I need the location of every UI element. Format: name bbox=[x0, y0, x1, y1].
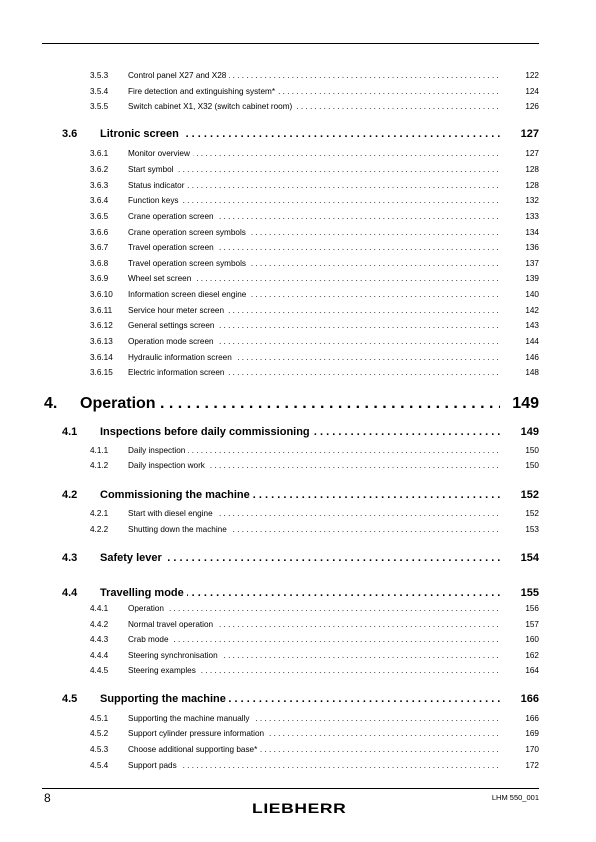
toc-entry[interactable] bbox=[0, 524, 596, 536]
toc-entry-title-text: Commissioning the machine bbox=[100, 489, 253, 501]
toc-entry-title-text: Information screen diesel engine bbox=[128, 290, 249, 299]
toc-entry-number: 4.5.2 bbox=[90, 729, 109, 738]
toc-entry-title bbox=[128, 86, 501, 98]
toc-entry-number: 4.2.2 bbox=[90, 525, 109, 534]
toc-entry-title-text: Control panel X27 and X28 bbox=[128, 71, 229, 80]
toc-entry-number: 4.4 bbox=[62, 587, 78, 599]
toc-entry[interactable] bbox=[0, 352, 596, 364]
toc-entry[interactable] bbox=[0, 634, 596, 646]
toc-entry-number: 4.4.3 bbox=[90, 635, 109, 644]
toc-entry[interactable] bbox=[0, 585, 596, 601]
toc-entry-title-text: Crane operation screen symbols bbox=[128, 228, 249, 237]
toc-entry-title-text: Crane operation screen bbox=[128, 212, 217, 221]
toc-entry-title-text: Safety lever bbox=[100, 552, 165, 564]
toc-entry-title bbox=[128, 619, 501, 631]
toc-entry-page: 150 bbox=[525, 461, 539, 470]
toc-entry-page: 155 bbox=[520, 587, 539, 599]
toc-entry-number: 3.6.6 bbox=[90, 228, 109, 237]
toc-entry-title bbox=[128, 603, 501, 615]
toc-entry-title bbox=[128, 101, 501, 113]
toc-entry[interactable] bbox=[0, 101, 596, 113]
toc-entry[interactable] bbox=[0, 148, 596, 160]
toc-entry-page: 133 bbox=[525, 212, 539, 221]
toc-entry-title bbox=[128, 289, 501, 301]
toc-entry-title bbox=[128, 524, 501, 536]
toc-entry-title-text: Operation mode screen bbox=[128, 337, 217, 346]
toc-entry-title bbox=[128, 273, 501, 285]
toc-entry-title bbox=[128, 634, 501, 646]
toc-entry-page: 170 bbox=[525, 745, 539, 754]
toc-entry[interactable] bbox=[0, 242, 596, 254]
toc-entry-number: 4.1.1 bbox=[90, 446, 109, 455]
toc-entry-number: 3.6.3 bbox=[90, 181, 109, 190]
toc-entry-title-text: Start symbol bbox=[128, 165, 177, 174]
toc-entry-title-text: Operation bbox=[128, 604, 167, 613]
toc-entry-page: 132 bbox=[525, 196, 539, 205]
toc-entry-number: 3.6.10 bbox=[90, 290, 113, 299]
toc-entry-title bbox=[128, 211, 501, 223]
toc-entry-title bbox=[100, 424, 500, 440]
toc-entry-title-text: Choose additional supporting base* bbox=[128, 745, 260, 754]
toc-entry-page: 144 bbox=[525, 337, 539, 346]
toc-entry-title-text: Support cylinder pressure information bbox=[128, 729, 267, 738]
toc-entry-page: 160 bbox=[525, 635, 539, 644]
toc-entry-number: 3.6.14 bbox=[90, 353, 113, 362]
toc-entry-title bbox=[128, 148, 501, 160]
toc-entry-number: 3.6.1 bbox=[90, 149, 109, 158]
toc-entry-page: 124 bbox=[525, 87, 539, 96]
toc-entry-number: 4.2 bbox=[62, 489, 78, 501]
toc-entry-page: 166 bbox=[525, 714, 539, 723]
toc-entry-number: 4.4.2 bbox=[90, 620, 109, 629]
toc-entry-title-text: Electric information screen bbox=[128, 368, 227, 377]
toc-entry-title bbox=[128, 180, 501, 192]
toc-entry-page: 152 bbox=[520, 489, 539, 501]
toc-entry[interactable] bbox=[0, 126, 596, 142]
toc-entry-page: 164 bbox=[525, 666, 539, 675]
toc-entry-title-text: Crab mode bbox=[128, 635, 172, 644]
toc-entry-title bbox=[128, 744, 501, 756]
toc-entry-title-text: Inspections before daily commissioning bbox=[100, 426, 313, 438]
toc-entry[interactable] bbox=[0, 487, 596, 503]
toc-entry-title bbox=[128, 227, 501, 239]
toc-entry[interactable] bbox=[0, 460, 596, 472]
toc-entry[interactable] bbox=[0, 728, 596, 740]
toc-entry[interactable] bbox=[0, 273, 596, 285]
toc-entry-title bbox=[128, 70, 501, 82]
toc-entry-title-text: Switch cabinet X1, X32 (switch cabinet room) bbox=[128, 102, 295, 111]
toc-entry[interactable] bbox=[0, 336, 596, 348]
toc-entry-number: 3.6.4 bbox=[90, 196, 109, 205]
toc-entry-title-text: Shutting down the machine bbox=[128, 525, 230, 534]
toc-entry[interactable] bbox=[0, 393, 596, 415]
toc-entry-page: 142 bbox=[525, 306, 539, 315]
toc-entry-number: 3.6.11 bbox=[90, 306, 113, 315]
toc-entry-page: 139 bbox=[525, 274, 539, 283]
toc-entry-title-text: Wheel set screen bbox=[128, 274, 194, 283]
toc-entry[interactable] bbox=[0, 603, 596, 615]
toc-entry-title bbox=[128, 445, 501, 457]
toc-entry-page: 150 bbox=[525, 446, 539, 455]
toc-entry-number: 3.5.4 bbox=[90, 87, 109, 96]
toc-entry-page: 162 bbox=[525, 651, 539, 660]
toc-entry-number: 4.4.5 bbox=[90, 666, 109, 675]
toc-entry-page: 128 bbox=[525, 181, 539, 190]
toc-entry-title-text: Daily inspection bbox=[128, 446, 188, 455]
toc-entry-number: 4.5 bbox=[62, 693, 78, 705]
toc-entry-page: 169 bbox=[525, 729, 539, 738]
toc-entry-number: 3.6.9 bbox=[90, 274, 109, 283]
toc-entry-title bbox=[100, 487, 500, 503]
toc-entry[interactable] bbox=[0, 86, 596, 98]
toc-entry-number: 4.2.1 bbox=[90, 509, 109, 518]
toc-entry-number: 4.1 bbox=[62, 426, 78, 438]
toc-entry-number: 3.6 bbox=[62, 128, 78, 140]
toc-entry-page: 154 bbox=[520, 552, 539, 564]
toc-entry-title bbox=[128, 195, 501, 207]
footer-document-id: LHM 550_001 bbox=[491, 793, 539, 802]
toc-entry[interactable] bbox=[0, 227, 596, 239]
toc-entry-title bbox=[128, 305, 501, 317]
header-rule bbox=[42, 43, 539, 44]
toc-entry-page: 136 bbox=[525, 243, 539, 252]
toc-entry-title-text: General settings screen bbox=[128, 321, 217, 330]
toc-entry-title-text: Travelling mode bbox=[100, 587, 187, 599]
toc-entry-title-text: Daily inspection work bbox=[128, 461, 208, 470]
toc-entry[interactable] bbox=[0, 320, 596, 332]
toc-entry-page: 152 bbox=[525, 509, 539, 518]
toc-entry-title bbox=[128, 650, 501, 662]
liebherr-logo: LIEBHERR bbox=[252, 800, 347, 816]
toc-entry[interactable] bbox=[0, 305, 596, 317]
toc-entry-number: 4.5.1 bbox=[90, 714, 109, 723]
toc-entry-title-text: Hydraulic information screen bbox=[128, 353, 235, 362]
toc-entry-number: 3.6.2 bbox=[90, 165, 109, 174]
toc-entry[interactable] bbox=[0, 195, 596, 207]
toc-entry-number: 4.5.3 bbox=[90, 745, 109, 754]
toc-entry[interactable] bbox=[0, 70, 596, 82]
toc-entry-title bbox=[80, 393, 500, 415]
toc-entry-number: 3.6.13 bbox=[90, 337, 113, 346]
toc-entry-title bbox=[100, 585, 500, 601]
toc-entry-number: 4.1.2 bbox=[90, 461, 109, 470]
toc-entry[interactable] bbox=[0, 744, 596, 756]
toc-entry[interactable] bbox=[0, 211, 596, 223]
toc-entry-page: 156 bbox=[525, 604, 539, 613]
toc-entry-title bbox=[128, 352, 501, 364]
toc-entry[interactable] bbox=[0, 713, 596, 725]
toc-entry-page: 134 bbox=[525, 228, 539, 237]
toc-entry-title-text: Supporting the machine manually bbox=[128, 714, 253, 723]
toc-entry-page: 140 bbox=[525, 290, 539, 299]
toc-entry-title bbox=[128, 164, 501, 176]
toc-entry-title bbox=[100, 126, 500, 142]
toc-entry-title bbox=[128, 760, 501, 772]
toc-entry-title bbox=[128, 508, 501, 520]
toc-entry-title-text: Travel operation screen bbox=[128, 243, 217, 252]
toc-entry[interactable] bbox=[0, 619, 596, 631]
toc-entry-title bbox=[128, 713, 501, 725]
toc-entry[interactable] bbox=[0, 445, 596, 457]
toc-entry-number: 3.6.5 bbox=[90, 212, 109, 221]
toc-entry-number: 3.6.12 bbox=[90, 321, 113, 330]
toc-entry-title bbox=[100, 691, 500, 707]
toc-entry-number: 3.5.5 bbox=[90, 102, 109, 111]
toc-entry-number: 3.6.15 bbox=[90, 368, 113, 377]
toc-entry-title bbox=[128, 336, 501, 348]
toc-entry-title-text: Fire detection and extinguishing system* bbox=[128, 87, 278, 96]
toc-entry-title-text: Service hour meter screen bbox=[128, 306, 227, 315]
toc-entry-title-text: Steering examples bbox=[128, 666, 199, 675]
toc-entry-page: 146 bbox=[525, 353, 539, 362]
toc-entry-page: 148 bbox=[525, 368, 539, 377]
toc-entry-page: 166 bbox=[520, 693, 539, 705]
toc-entry-title bbox=[128, 367, 501, 379]
toc-entry-page: 149 bbox=[512, 395, 539, 412]
toc-entry-page: 149 bbox=[520, 426, 539, 438]
toc-entry[interactable] bbox=[0, 508, 596, 520]
toc-entry-title-text: Supporting the machine bbox=[100, 693, 229, 705]
toc-entry-title bbox=[128, 460, 501, 472]
toc-entry-page: 172 bbox=[525, 761, 539, 770]
toc-entry-page: 127 bbox=[520, 128, 539, 140]
toc-entry-title bbox=[100, 550, 500, 566]
toc-entry[interactable] bbox=[0, 164, 596, 176]
toc-entry-page: 157 bbox=[525, 620, 539, 629]
toc-entry-number: 3.5.3 bbox=[90, 71, 109, 80]
toc-entry[interactable] bbox=[0, 691, 596, 707]
toc-entry-title-text: Status indicator bbox=[128, 181, 187, 190]
toc-entry-title bbox=[128, 258, 501, 270]
toc-entry[interactable] bbox=[0, 665, 596, 677]
toc-entry-title-text: Normal travel operation bbox=[128, 620, 216, 629]
toc-entry-page: 137 bbox=[525, 259, 539, 268]
toc-entry-number: 3.6.7 bbox=[90, 243, 109, 252]
toc-entry-title-text: Litronic screen bbox=[100, 128, 182, 140]
toc-entry[interactable] bbox=[0, 180, 596, 192]
toc-entry-title-text: Monitor overview bbox=[128, 149, 193, 158]
toc-entry[interactable] bbox=[0, 760, 596, 772]
toc-entry-title bbox=[128, 320, 501, 332]
toc-entry[interactable] bbox=[0, 258, 596, 270]
toc-entry-title-text: Travel operation screen symbols bbox=[128, 259, 249, 268]
toc-entry[interactable] bbox=[0, 650, 596, 662]
toc-entry-title bbox=[128, 242, 501, 254]
toc-entry-page: 153 bbox=[525, 525, 539, 534]
toc-entry-title-text: Function keys bbox=[128, 196, 182, 205]
toc-entry-title bbox=[128, 728, 501, 740]
toc-entry[interactable] bbox=[0, 367, 596, 379]
toc-entry-number: 4.3 bbox=[62, 552, 78, 564]
toc-entry-title-text: Support pads bbox=[128, 761, 180, 770]
toc-entry-number: 4.4.4 bbox=[90, 651, 109, 660]
toc-entry-number: 4. bbox=[44, 395, 58, 412]
footer-rule bbox=[42, 788, 539, 789]
footer-page-number: 8 bbox=[44, 791, 51, 805]
toc-entry-title-text: Start with diesel engine bbox=[128, 509, 216, 518]
toc-entry[interactable] bbox=[0, 424, 596, 440]
toc-entry-page: 143 bbox=[525, 321, 539, 330]
toc-entry-page: 126 bbox=[525, 102, 539, 111]
toc-entry-page: 122 bbox=[525, 71, 539, 80]
toc-entry-number: 3.6.8 bbox=[90, 259, 109, 268]
toc-entry-title-text: Steering synchronisation bbox=[128, 651, 221, 660]
toc-entry-page: 127 bbox=[525, 149, 539, 158]
toc-entry-title bbox=[128, 665, 501, 677]
toc-entry[interactable] bbox=[0, 289, 596, 301]
toc-entry[interactable] bbox=[0, 550, 596, 566]
toc-entry-number: 4.4.1 bbox=[90, 604, 109, 613]
toc-entry-number: 4.5.4 bbox=[90, 761, 109, 770]
toc-entry-page: 128 bbox=[525, 165, 539, 174]
toc-entry-title-text: Operation bbox=[80, 395, 159, 412]
